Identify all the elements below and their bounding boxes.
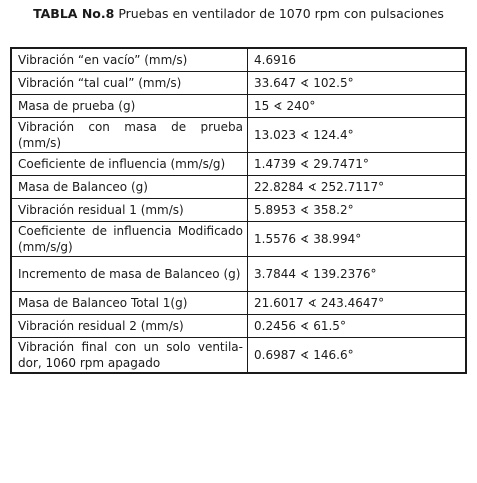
angle-icon: ∢ xyxy=(300,319,310,333)
value-cell xyxy=(248,95,467,118)
magnitude-value: 1.4739 xyxy=(254,156,296,171)
table-row xyxy=(11,257,466,292)
table-number: TABLA No.8 xyxy=(33,6,115,21)
magnitude-value: 15 xyxy=(254,98,270,113)
table-row xyxy=(11,222,466,257)
angle-icon: ∢ xyxy=(300,267,310,281)
table-row xyxy=(11,153,466,176)
angle-icon: ∢ xyxy=(307,296,317,310)
angle-icon: ∢ xyxy=(300,203,310,217)
angle-icon: ∢ xyxy=(300,128,310,142)
parameter-cell: Vibración con masa de prueba (mm/s) xyxy=(11,118,248,153)
angle-value: 243.4647° xyxy=(320,295,385,310)
angle-value: 139.2376° xyxy=(313,266,377,281)
parameter-cell: Vibración “en vacío” (mm/s) xyxy=(11,48,248,72)
parameter-cell: Coeficiente de influencia (mm/s/g) xyxy=(11,153,248,176)
value-cell xyxy=(248,176,467,199)
angle-value: 61.5° xyxy=(313,318,346,333)
table-row xyxy=(11,338,466,374)
table-caption xyxy=(0,6,477,22)
magnitude-value: 5.8953 xyxy=(254,202,296,217)
table-row xyxy=(11,199,466,222)
value-cell xyxy=(248,338,467,374)
angle-value: 252.7117° xyxy=(320,179,385,194)
angle-icon: ∢ xyxy=(300,232,310,246)
parameter-cell: Coeficiente de influencia Modificado (mm/s/g) xyxy=(11,222,248,257)
angle-icon: ∢ xyxy=(300,76,310,90)
value-cell xyxy=(248,257,467,292)
value-cell xyxy=(248,48,467,72)
parameter-cell: Vibración residual 2 (mm/s) xyxy=(11,315,248,338)
magnitude-value: 22.8284 xyxy=(254,179,304,194)
parameter-cell: Masa de Balanceo (g) xyxy=(11,176,248,199)
magnitude-value: 3.7844 xyxy=(254,266,296,281)
angle-value: 38.994° xyxy=(313,231,362,246)
parameter-cell: Vibración “tal cual” (mm/s) xyxy=(11,72,248,95)
parameter-cell: Incremento de masa de Balanceo (g) xyxy=(11,257,248,292)
value-cell xyxy=(248,118,467,153)
parameter-cell: Masa de Balanceo Total 1(g) xyxy=(11,292,248,315)
table-body xyxy=(11,48,466,373)
magnitude-value: 0.6987 xyxy=(254,347,296,362)
table-row xyxy=(11,95,466,118)
angle-value: 29.7471° xyxy=(313,156,369,171)
angle-value: 124.4° xyxy=(313,127,354,142)
table-row xyxy=(11,48,466,72)
value-cell xyxy=(248,72,467,95)
magnitude-value: 1.5576 xyxy=(254,231,296,246)
angle-value: 102.5° xyxy=(313,75,354,90)
parameter-cell: Vibración residual 1 (mm/s) xyxy=(11,199,248,222)
angle-icon: ∢ xyxy=(273,99,283,113)
table-row xyxy=(11,315,466,338)
value-cell xyxy=(248,153,467,176)
value-cell xyxy=(248,222,467,257)
angle-icon: ∢ xyxy=(300,157,310,171)
table-row xyxy=(11,72,466,95)
table-row xyxy=(11,118,466,153)
angle-icon: ∢ xyxy=(300,348,310,362)
magnitude-value: 13.023 xyxy=(254,127,296,142)
magnitude-value: 21.6017 xyxy=(254,295,304,310)
parameter-cell: Vibración final con un solo ventila-dor, 1060 rpm apagado xyxy=(11,338,248,374)
magnitude-value: 0.2456 xyxy=(254,318,296,333)
table-title: Pruebas en ventilador de 1070 rpm con pulsaciones xyxy=(118,6,444,21)
value-cell xyxy=(248,315,467,338)
angle-value: 146.6° xyxy=(313,347,354,362)
angle-icon: ∢ xyxy=(307,180,317,194)
angle-value: 358.2° xyxy=(313,202,354,217)
angle-value: 240° xyxy=(286,98,316,113)
value-cell xyxy=(248,292,467,315)
magnitude-value: 33.647 xyxy=(254,75,296,90)
table-row xyxy=(11,292,466,315)
value-cell xyxy=(248,199,467,222)
parameter-cell: Masa de prueba (g) xyxy=(11,95,248,118)
magnitude-value: 4.6916 xyxy=(254,53,296,67)
table-row xyxy=(11,176,466,199)
results-table xyxy=(10,47,467,374)
